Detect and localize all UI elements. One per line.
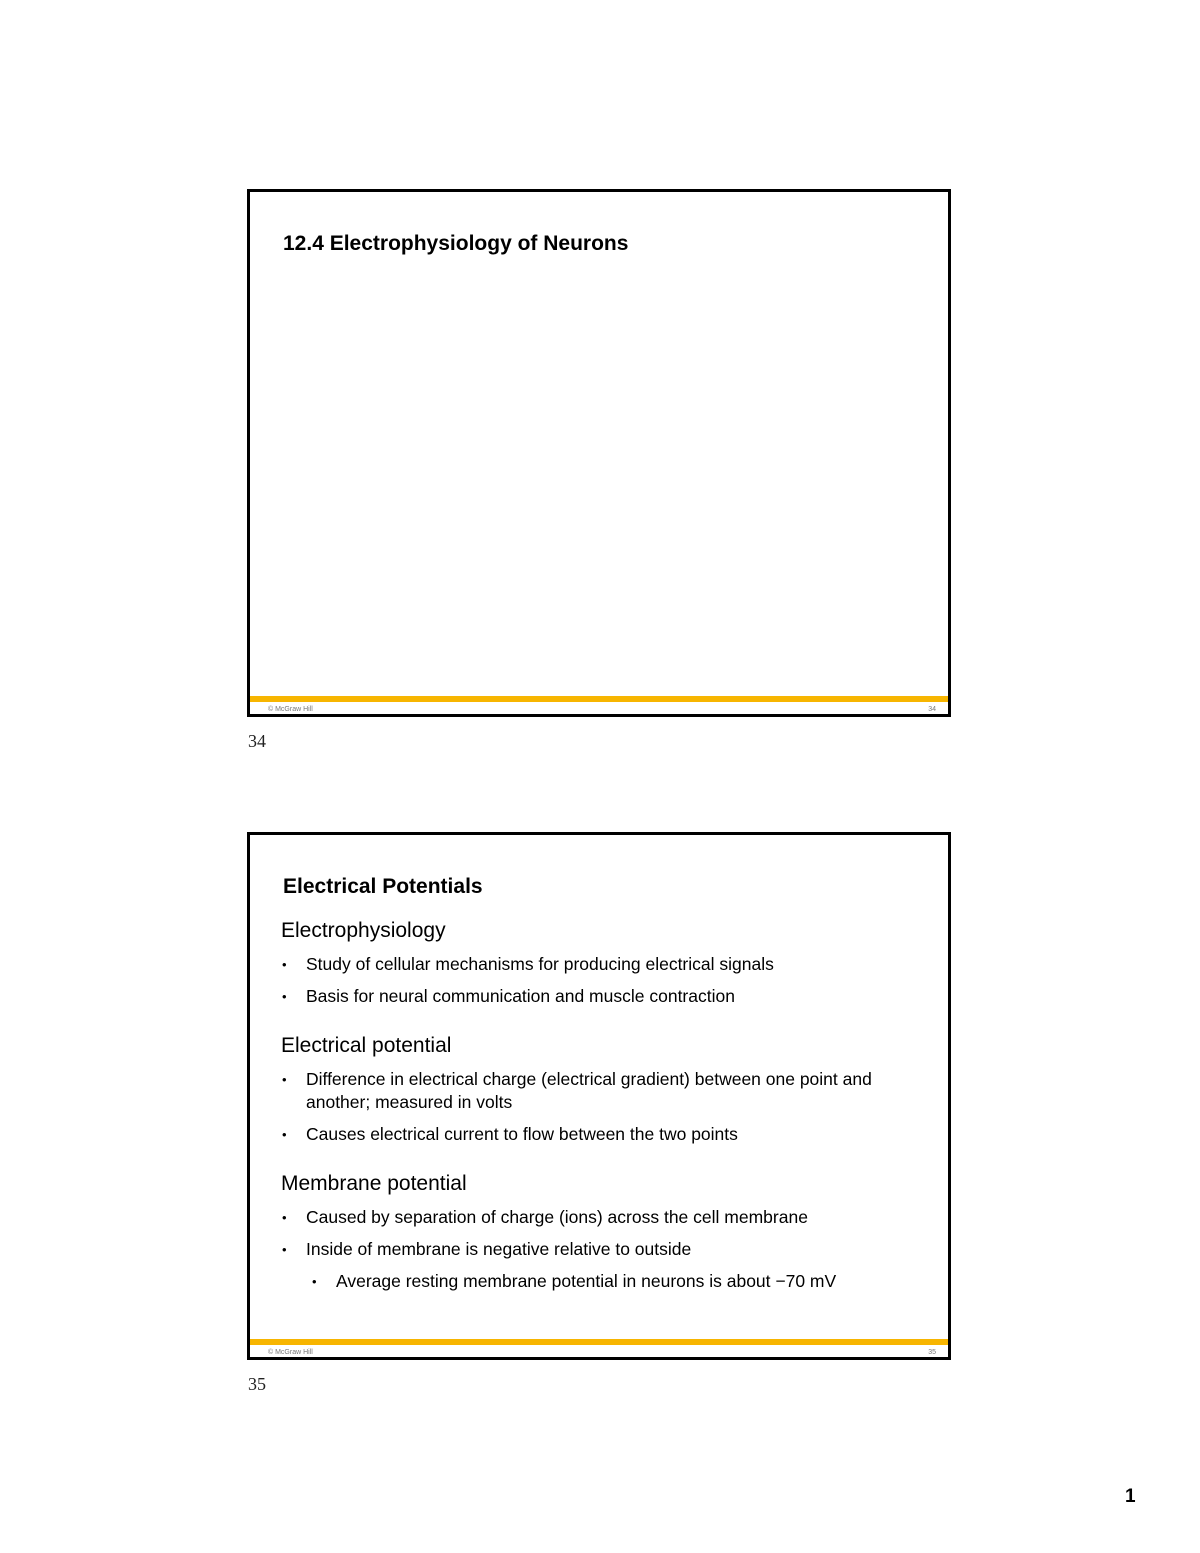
page-number: 1 bbox=[1125, 1486, 1136, 1507]
slide-label: 35 bbox=[248, 1374, 266, 1394]
slide-title: 12.4 Electrophysiology of Neurons bbox=[283, 232, 629, 255]
bullet-item: • Basis for neural communication and muscle contraction bbox=[281, 985, 924, 1008]
accent-bar bbox=[250, 696, 948, 702]
bullet-item: • Caused by separation of charge (ions) across the cell membrane bbox=[281, 1206, 924, 1229]
section-membrane-potential bbox=[281, 1172, 924, 1293]
slide-title: Electrical Potentials bbox=[283, 875, 483, 898]
section-electrical-potential bbox=[281, 1034, 924, 1146]
footer-slide-number: 35 bbox=[928, 1349, 936, 1356]
sub-bullet-item: • Average resting membrane potential in neurons is about −70 mV bbox=[281, 1270, 924, 1293]
slide-35 bbox=[247, 832, 951, 1360]
slide-label: 34 bbox=[248, 731, 266, 751]
section-electrophysiology bbox=[281, 919, 924, 1008]
bullet-list bbox=[281, 953, 924, 1008]
footer-slide-number: 34 bbox=[928, 706, 936, 713]
footer-copyright: © McGraw Hill bbox=[268, 1349, 313, 1356]
footer-copyright: © McGraw Hill bbox=[268, 706, 313, 713]
bullet-list bbox=[281, 1206, 924, 1293]
section-heading: Membrane potential bbox=[281, 1172, 467, 1195]
accent-bar bbox=[250, 1339, 948, 1345]
bullet-item: • Causes electrical current to flow between the two points bbox=[281, 1123, 924, 1146]
section-heading: Electrical potential bbox=[281, 1034, 452, 1057]
bullet-list bbox=[281, 1068, 924, 1146]
section-heading: Electrophysiology bbox=[281, 919, 446, 942]
slide-34 bbox=[247, 189, 951, 717]
bullet-item: • Study of cellular mechanisms for producing electrical signals bbox=[281, 953, 924, 976]
bullet-item: • Difference in electrical charge (electrical gradient) between one point and another; measured in volts bbox=[281, 1068, 924, 1114]
slide-body bbox=[281, 919, 924, 1319]
bullet-item: • Inside of membrane is negative relative to outside bbox=[281, 1238, 924, 1261]
